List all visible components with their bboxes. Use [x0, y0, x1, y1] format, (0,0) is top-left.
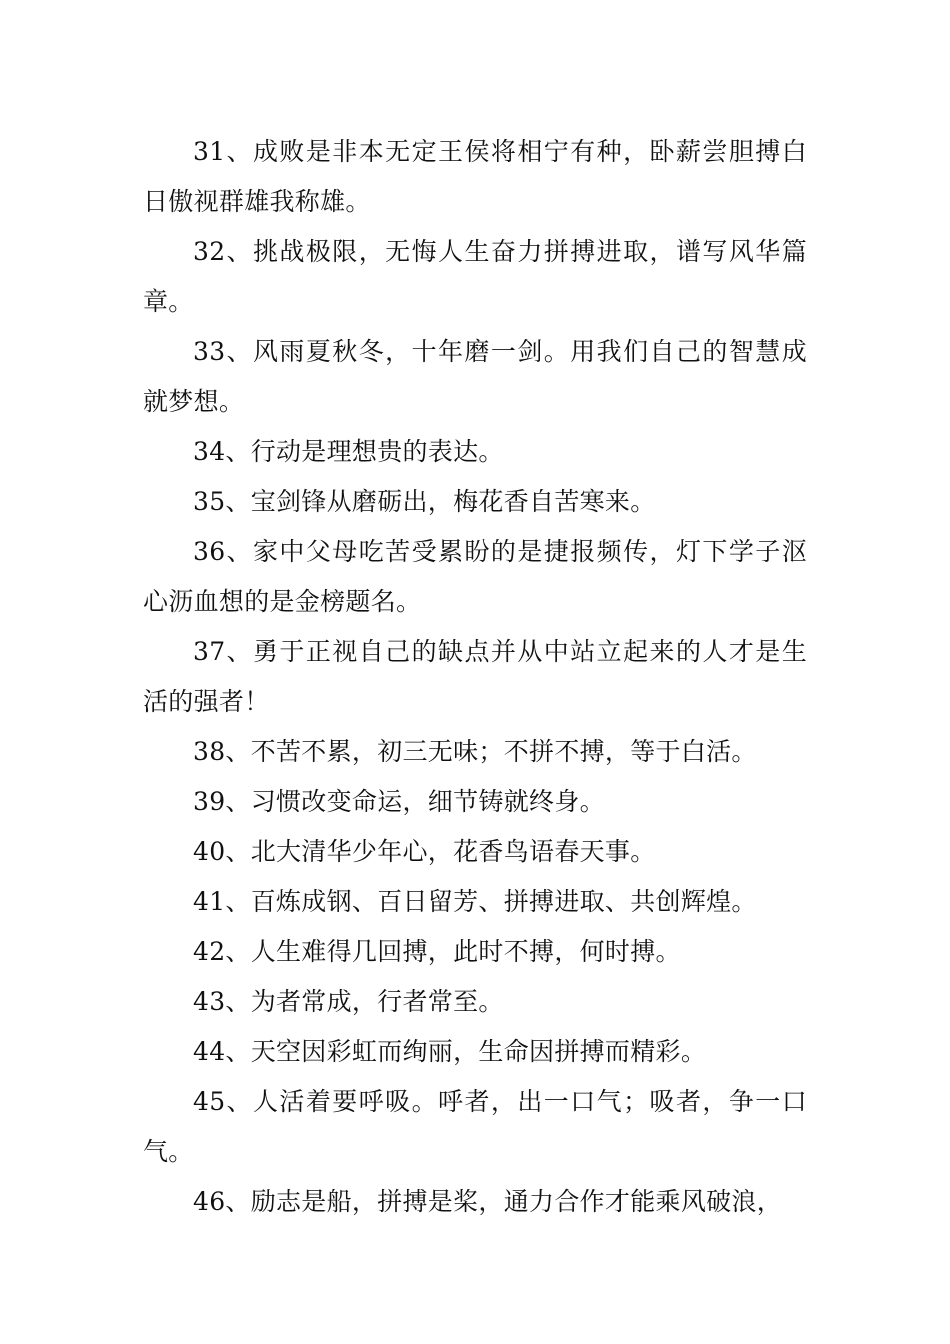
paragraph-44: 44、天空因彩虹而绚丽，生命因拼搏而精彩。 [193, 1037, 707, 1066]
paragraph-39: 39、习惯改变命运，细节铸就终身。 [193, 787, 605, 816]
paragraph-42: 42、人生难得几回搏，此时不搏，何时搏。 [193, 937, 681, 966]
document-body [143, 127, 807, 1227]
paragraph-34: 34、行动是理想贵的表达。 [193, 437, 504, 466]
paragraph-37: 37、勇于正视自己的缺点并从中站立起来的人才是生活的强者！ [143, 637, 807, 716]
paragraph-38: 38、不苦不累，初三无味；不拼不搏，等于白活。 [193, 737, 757, 766]
paragraph-31: 31、成败是非本无定王侯将相宁有种，卧薪尝胆搏白日傲视群雄我称雄。 [143, 137, 807, 216]
paragraph-45: 45、人活着要呼吸。呼者，出一口气；吸者，争一口气。 [143, 1087, 807, 1166]
paragraph-33: 33、风雨夏秋冬，十年磨一剑。用我们自己的智慧成就梦想。 [143, 337, 807, 416]
paragraph-32: 32、挑战极限，无悔人生奋力拼搏进取，谱写风华篇章。 [143, 237, 807, 316]
paragraph-35: 35、宝剑锋从磨砺出，梅花香自苦寒来。 [193, 487, 656, 516]
paragraph-43: 43、为者常成，行者常至。 [193, 987, 504, 1016]
paragraph-40: 40、北大清华少年心，花香鸟语春天事。 [193, 837, 656, 866]
paragraph-46: 46、励志是船，拼搏是桨，通力合作才能乘风破浪， [193, 1187, 783, 1216]
paragraph-36: 36、家中父母吃苦受累盼的是捷报频传，灯下学子沤心沥血想的是金榜题名。 [143, 537, 807, 616]
paragraph-41: 41、百炼成钢、百日留芳、拼搏进取、共创辉煌。 [193, 887, 757, 916]
